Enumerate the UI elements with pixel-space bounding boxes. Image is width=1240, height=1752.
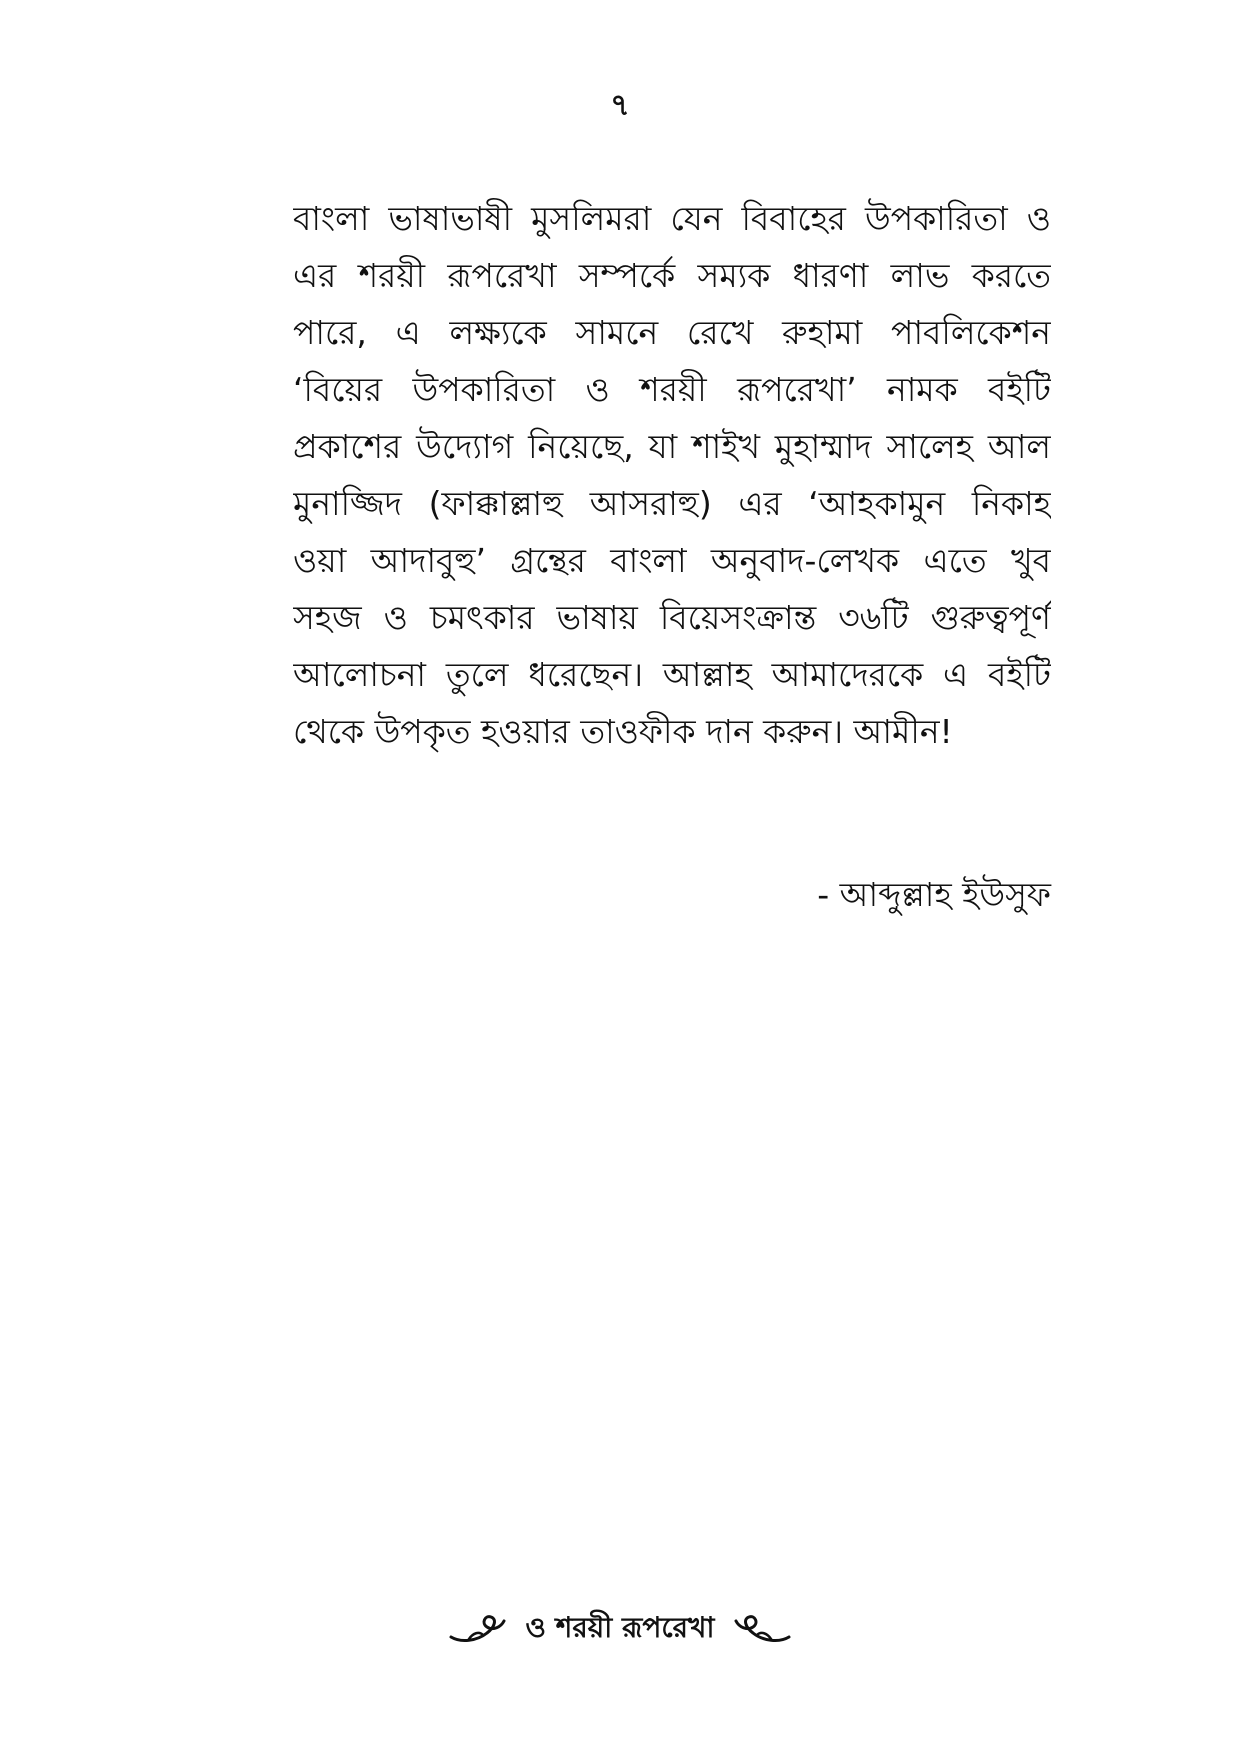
body-line: পারে, এ লক্ষ্যকে সামনে রেখে রুহামা পাবলিকেশন [293,313,1051,352]
flourish-ornament-icon [447,1611,507,1645]
body-line: থেকে উপকৃত হওয়ার তাওফীক দান করুন। আমীন! [293,712,953,751]
body-line: আলোচনা তুলে ধরেছেন। আল্লাহ আমাদেরকে এ বইটি [293,655,1051,694]
flourish-ornament-icon [733,1611,793,1645]
body-line: মুনাজ্জিদ (ফাক্কাল্লাহু আসরাহু) এর ‘আহকামুন নিকাহ [293,484,1051,523]
running-footer [0,1608,1240,1648]
body-line: প্রকাশের উদ্যোগ নিয়েছে, যা শাইখ মুহাম্মাদ সালেহ আল [293,427,1051,466]
body-line: ‘বিয়ের উপকারিতা ও শরয়ী রূপরেখা’ নামক বইটি [293,370,1051,409]
body-paragraph [293,190,1051,760]
body-line: এর শরয়ী রূপরেখা সম্পর্কে সম্যক ধারণা লাভ করতে [293,256,1051,295]
body-line: ওয়া আদাবুহু’ গ্রন্থের বাংলা অনুবাদ-লেখক এতে খুব [293,541,1051,580]
footer-title: ও শরয়ী রূপরেখা [525,1611,715,1644]
page-number: ৭ [610,88,630,123]
body-line: বাংলা ভাষাভাষী মুসলিমরা যেন বিবাহের উপকারিতা ও [293,199,1051,238]
author-signature: - আব্দুল্লাহ ইউসুফ [817,875,1051,914]
body-line: সহজ ও চমৎকার ভাষায় বিয়েসংক্রান্ত ৩৬টি গুরুত্বপূর্ণ [293,598,1051,637]
